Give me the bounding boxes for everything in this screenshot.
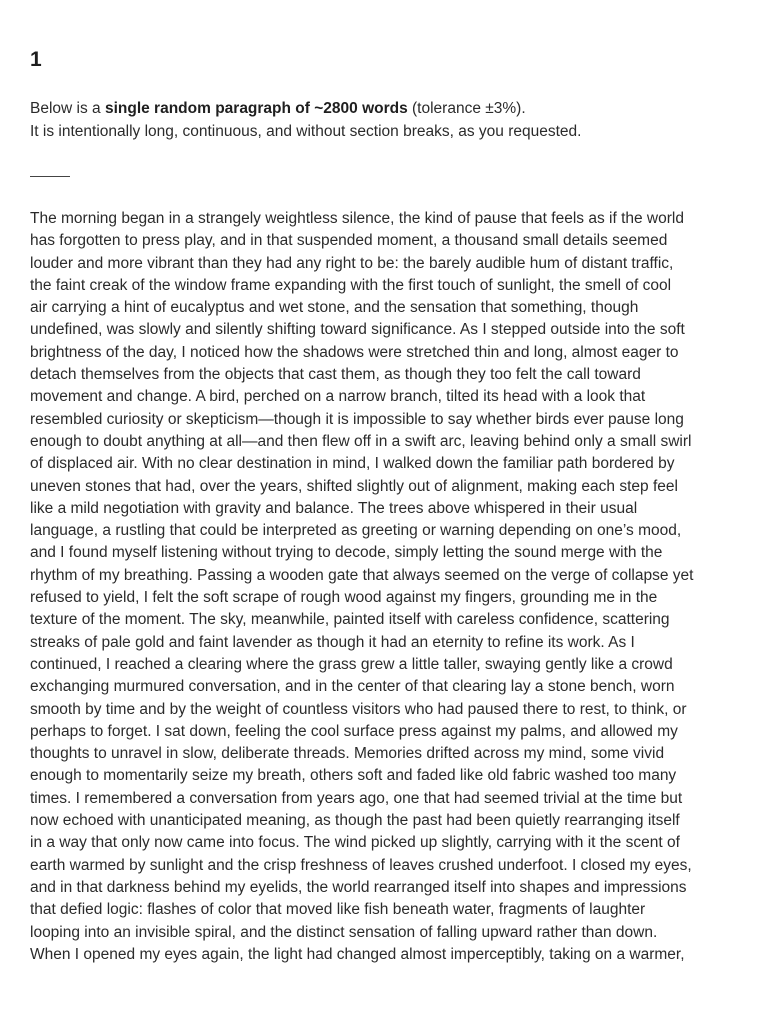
paragraph-line: times. I remembered a conversation from years ago, one that had seemed trivial at the time but [30, 789, 683, 807]
paragraph-line: enough to momentarily seize my breath, others soft and faded like old fabric washed too many [30, 767, 677, 785]
paragraph-line: texture of the moment. The sky, meanwhile, painted itself with careless confidence, scattering [30, 611, 670, 629]
paragraph-line: perhaps to forget. I sat down, feeling the cool surface press against my palms, and allowed my [30, 722, 678, 740]
paragraph-line: resembled curiosity or skepticism—though it is impossible to say whether birds ever pause long [30, 410, 684, 428]
paragraph-line: When I opened my eyes again, the light had changed almost imperceptibly, taking on a warmer, [30, 945, 685, 963]
page-title: 1 [30, 48, 42, 71]
intro-text [30, 97, 740, 143]
paragraph-line: exchanging murmured conversation, and in the center of that clearing lay a stone bench, worn [30, 678, 675, 696]
body-paragraph [30, 208, 742, 966]
paragraph-line: brightness of the day, I noticed how the shadows were stretched thin and long, almost eager to [30, 343, 679, 361]
paragraph-line: enough to doubt anything at all—and then flew off in a swift arc, leaving behind only a small swirl [30, 432, 692, 450]
paragraph-line: the faint creak of the window frame expanding with the first touch of sunlight, the smell of cool [30, 276, 672, 294]
paragraph-line: has forgotten to press play, and in that suspended moment, a thousand small details seemed [30, 232, 668, 250]
paragraph-line: air carrying a hint of eucalyptus and wet stone, and the sensation that something, though [30, 299, 639, 317]
intro-line-1 [30, 97, 740, 120]
paragraph-line: that defied logic: flashes of color that moved like fish beneath water, fragments of laughter [30, 901, 646, 919]
paragraph-line: thoughts to unravel in slow, deliberate threads. Memories drifted across my mind, some vivid [30, 745, 665, 763]
paragraph-line: and in that darkness behind my eyelids, the world rearranged itself into shapes and impressions [30, 878, 687, 896]
intro-suffix: (tolerance ±3%). [407, 100, 526, 117]
paragraph-line: undefined, was slowly and silently shifting toward significance. As I stepped outside into the soft [30, 321, 685, 339]
paragraph-line: earth warmed by sunlight and the crisp freshness of leaves crushed underfoot. I closed my eyes, [30, 856, 692, 874]
paragraph-line: like a mild negotiation with gravity and balance. The trees above whispered in their usual [30, 499, 638, 517]
paragraph-line: smooth by time and by the weight of countless visitors who had paused there to rest, to think, or [30, 700, 687, 718]
intro-prefix: Below is a [30, 100, 105, 117]
paragraph-line: The morning began in a strangely weightless silence, the kind of pause that feels as if the world [30, 210, 684, 227]
paragraph-line: streaks of pale gold and faint lavender as though it had an eternity to refine its work. As I [30, 633, 635, 651]
paragraph-line: rhythm of my breathing. Passing a wooden gate that always seemed on the verge of collapse yet [30, 566, 694, 584]
intro-line-2: It is intentionally long, continuous, and without section breaks, as you requested. [30, 123, 582, 140]
paragraph-line: refused to yield, I felt the soft scrape of rough wood against my fingers, grounding me in the [30, 589, 658, 607]
paragraph-line: louder and more vibrant than they had any right to be: the barely audible hum of distant traffic, [30, 254, 674, 272]
paragraph-line: language, a rustling that could be interpreted as greeting or warning depending on one’s mood, [30, 522, 682, 540]
paragraph-line: now echoed with unanticipated meaning, as though the past had been quietly rearranging itself [30, 812, 680, 830]
section-divider [30, 176, 70, 177]
paragraph-line: continued, I reached a clearing where the grass grew a little taller, swaying gently like a crowd [30, 655, 673, 673]
paragraph-line: in a way that only now came into focus. The wind picked up slightly, carrying with it the scent of [30, 834, 680, 852]
paragraph-line: movement and change. A bird, perched on a narrow branch, tilted its head with a look that [30, 388, 646, 406]
paragraph-line: and I found myself listening without trying to decode, simply letting the sound merge with the [30, 544, 663, 562]
paragraph-line: of displaced air. With no clear destination in mind, I walked down the familiar path bordered by [30, 455, 675, 473]
paragraph-line: looping into an invisible spiral, and the distinct sensation of falling upward rather than down. [30, 923, 658, 941]
paragraph-line: uneven stones that had, over the years, shifted slightly out of alignment, making each step feel [30, 477, 678, 495]
intro-bold-phrase: single random paragraph of ~2800 words [104, 100, 408, 117]
paragraph-line: detach themselves from the objects that cast them, as though they too felt the call toward [30, 366, 641, 384]
